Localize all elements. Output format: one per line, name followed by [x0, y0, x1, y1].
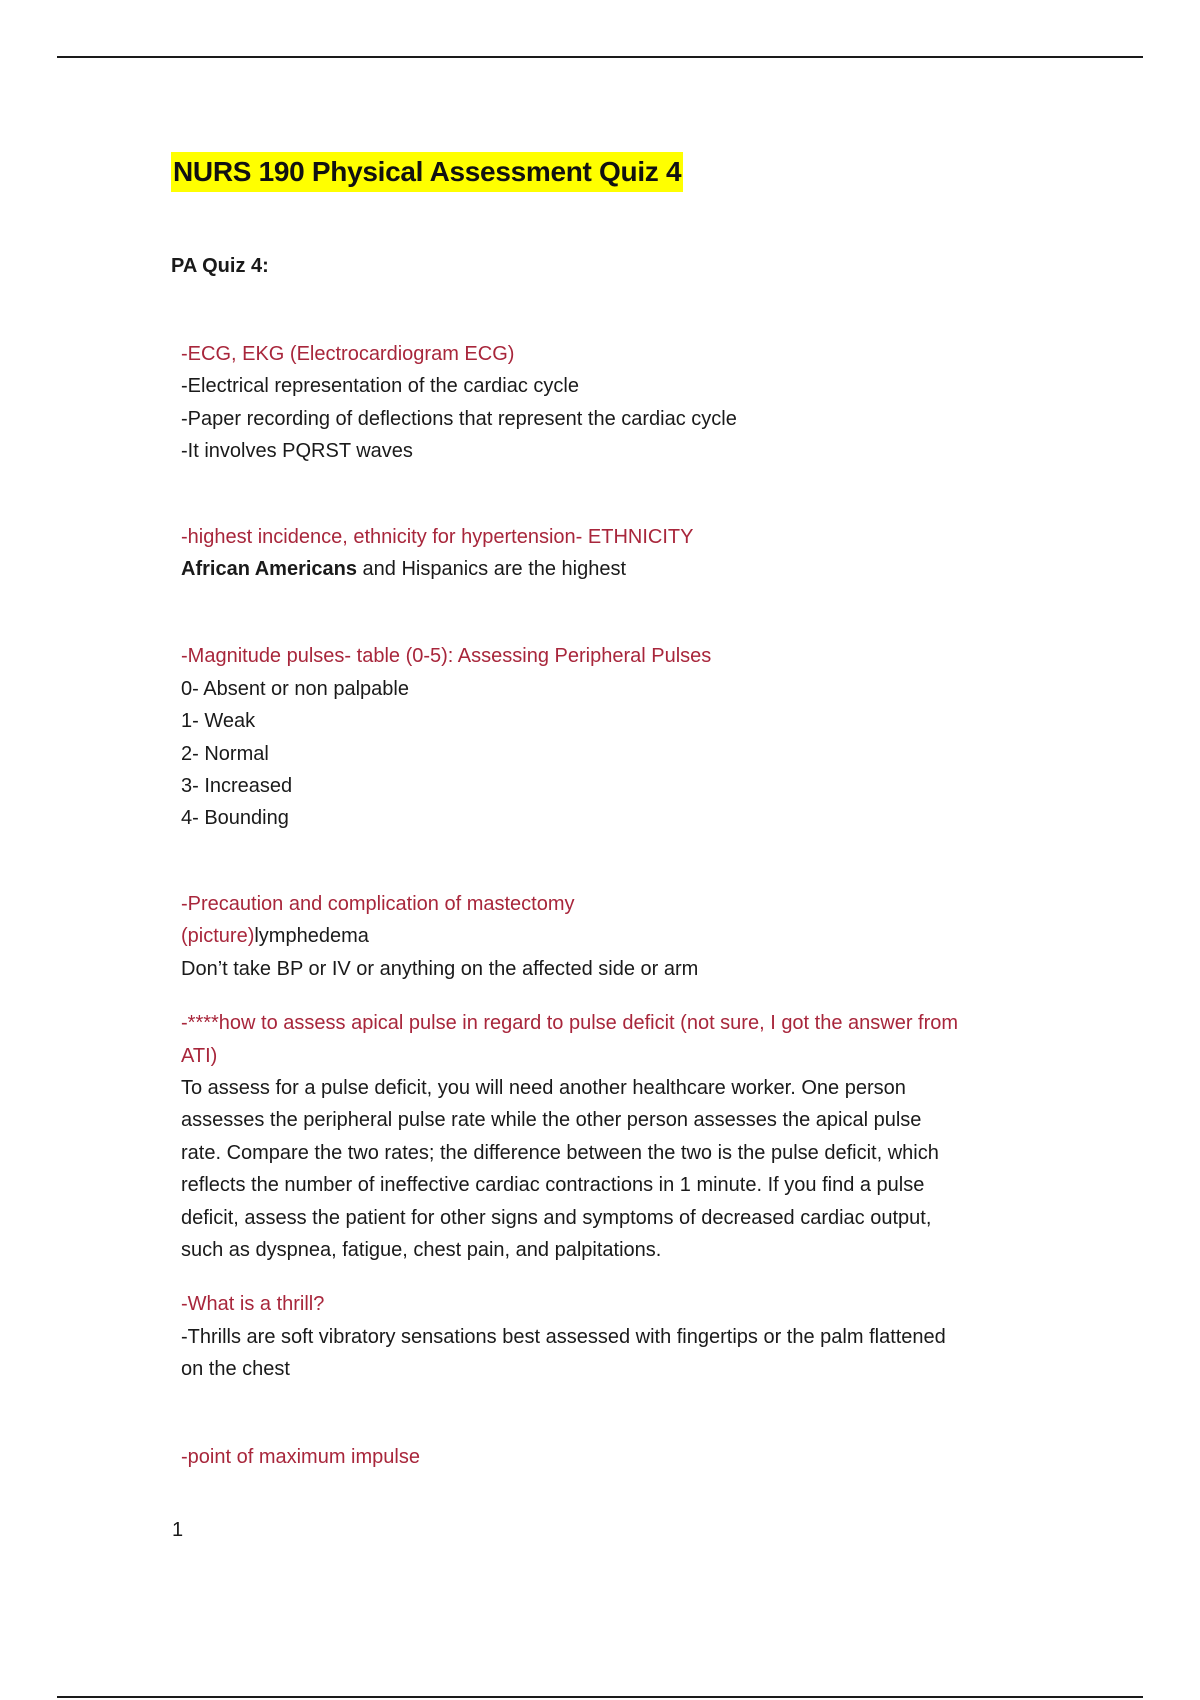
picture-label: (picture): [181, 925, 255, 948]
document-title: NURS 190 Physical Assessment Quiz 4: [171, 152, 683, 192]
mastectomy-precaution: Don’t take BP or IV or anything on the affected side or arm: [181, 957, 699, 980]
mastectomy-answer: [181, 920, 1041, 952]
answer-rest-text: and Hispanics are the highest: [357, 558, 627, 581]
section-ecg: [181, 338, 1041, 468]
thrill-answer-line: on the chest: [181, 1358, 290, 1381]
section-apical-pulse: [181, 1007, 1041, 1266]
page-number: 1: [172, 1519, 184, 1541]
question-apical-pulse-cont: ATI): [181, 1044, 218, 1067]
ecg-line: -Paper recording of deflections that represent the cardiac cycle: [181, 407, 737, 430]
apical-answer-line: such as dyspnea, fatigue, chest pain, and palpitations.: [181, 1238, 662, 1261]
footer-rule: [57, 1696, 1143, 1698]
apical-answer-line: To assess for a pulse deficit, you will need another healthcare worker. One person: [181, 1076, 906, 1099]
question-apical-pulse: -****how to assess apical pulse in regard to pulse deficit (not sure, I got the answer from: [181, 1012, 959, 1035]
answer-bold-text: African Americans: [181, 558, 357, 581]
question-thrill: -What is a thrill?: [181, 1293, 325, 1316]
hypertension-answer: [181, 553, 1041, 585]
picture-answer: lymphedema: [254, 925, 369, 948]
pulse-scale-item: 4- Bounding: [181, 807, 289, 830]
apical-answer-line: rate. Compare the two rates; the difference between the two is the pulse deficit, which: [181, 1141, 939, 1164]
apical-answer-line: deficit, assess the patient for other signs and symptoms of decreased cardiac output,: [181, 1206, 932, 1229]
question-hypertension: -highest incidence, ethnicity for hypertension- ETHNICITY: [181, 525, 694, 548]
question-mastectomy: -Precaution and complication of mastectomy: [181, 892, 575, 915]
apical-answer-line: assesses the peripheral pulse rate while the other person assesses the apical pulse: [181, 1109, 922, 1132]
section-pmi: [181, 1441, 1041, 1473]
section-mastectomy: [181, 888, 1041, 985]
question-pmi: -point of maximum impulse: [181, 1445, 420, 1468]
pulse-scale-item: 3- Increased: [181, 775, 293, 798]
header-rule: [57, 56, 1143, 58]
pulse-scale-item: 2- Normal: [181, 742, 269, 765]
question-ecg: -ECG, EKG (Electrocardiogram ECG): [181, 343, 515, 365]
document-body: [181, 338, 1041, 1473]
question-pulses: -Magnitude pulses- table (0-5): Assessing Peripheral Pulses: [181, 645, 712, 668]
pulse-scale-item: 0- Absent or non palpable: [181, 677, 409, 700]
thrill-answer-line: -Thrills are soft vibratory sensations best assessed with fingertips or the palm flattened: [181, 1325, 946, 1348]
section-thrill: [181, 1288, 1041, 1385]
quiz-subtitle: PA Quiz 4:: [171, 255, 269, 277]
ecg-line: -It involves PQRST waves: [181, 440, 413, 463]
pulse-scale-item: 1- Weak: [181, 710, 256, 733]
ecg-line: -Electrical representation of the cardiac cycle: [181, 375, 579, 398]
section-hypertension: [181, 521, 1041, 586]
apical-answer-line: reflects the number of ineffective cardiac contractions in 1 minute. If you find a pulse: [181, 1174, 925, 1197]
section-pulses: [181, 640, 1041, 834]
